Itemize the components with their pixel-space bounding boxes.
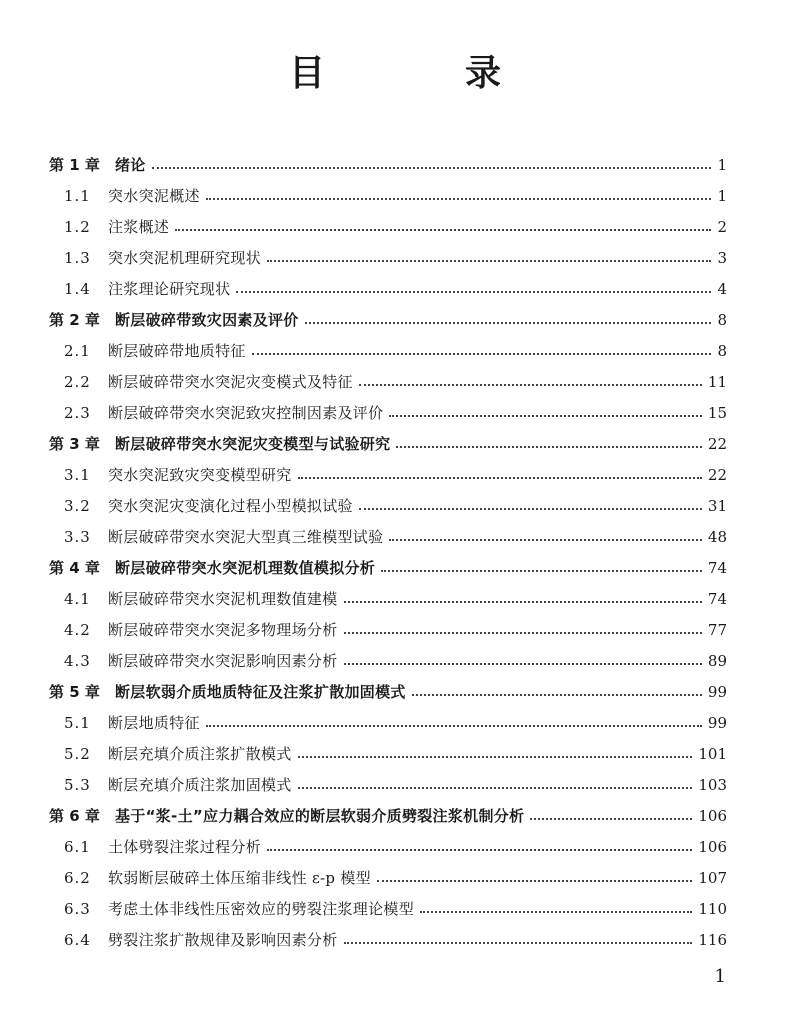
toc-entry-title: 断层地质特征 (108, 714, 200, 732)
toc-entry-page: 99 (707, 713, 727, 732)
toc-entry-title: 断层充填介质注浆扩散模式 (108, 745, 292, 763)
toc-entry-number: 5.1 (64, 713, 91, 732)
toc-entry-title: 断层破碎带突水突泥灾变模型与试验研究 (115, 435, 391, 453)
toc-entry-number: 第 6 章 (49, 807, 100, 825)
toc-entry-number: 1.2 (64, 217, 91, 236)
dot-leader (252, 352, 711, 355)
toc-entry-number: 5.3 (64, 775, 91, 794)
toc-section-entry (64, 242, 727, 273)
toc-entry-title: 劈裂注浆扩散规律及影响因素分析 (108, 931, 338, 949)
toc-entry-number: 第 3 章 (49, 435, 100, 453)
toc-section-entry (64, 769, 727, 800)
toc-entry-page: 48 (707, 527, 727, 546)
toc-entry-page: 1 (717, 186, 727, 205)
toc-section-entry (64, 707, 727, 738)
toc-entry-page: 3 (717, 248, 727, 267)
dot-leader (298, 755, 693, 758)
toc-entry-number: 6.2 (64, 868, 91, 887)
toc-entry-page: 110 (698, 899, 727, 918)
dot-leader (298, 476, 702, 479)
dot-leader (236, 290, 711, 293)
dot-leader (389, 538, 702, 541)
dot-leader (530, 817, 692, 820)
toc-entry-title: 断层充填介质注浆加固模式 (108, 776, 292, 794)
toc-entry-number: 4.2 (64, 620, 91, 639)
toc-entry-title: 断层破碎带突水突泥多物理场分析 (108, 621, 338, 639)
toc-chapter-entry (49, 428, 727, 459)
dot-leader (344, 662, 702, 665)
dot-leader (344, 600, 702, 603)
toc-entry-number: 1.1 (64, 186, 91, 205)
toc-entry-title: 断层破碎带致灾因素及评价 (115, 311, 299, 329)
toc-entry-page: 8 (717, 310, 727, 329)
toc-section-entry (64, 180, 727, 211)
toc-entry-number: 6.4 (64, 930, 91, 949)
toc-entry-title: 考虑土体非线性压密效应的劈裂注浆理论模型 (108, 900, 415, 918)
toc-section-entry (64, 397, 727, 428)
dot-leader (389, 414, 702, 417)
toc-entry-number: 1.4 (64, 279, 91, 298)
toc-entry-page: 22 (707, 465, 727, 484)
toc-entry-title: 断层破碎带突水突泥大型真三维模型试验 (108, 528, 384, 546)
toc-section-entry (64, 645, 727, 676)
toc-entry-number: 3.2 (64, 496, 91, 515)
toc-chapter-entry (49, 552, 727, 583)
toc-chapter-entry (49, 676, 727, 707)
dot-leader (175, 228, 711, 231)
toc-section-entry (64, 211, 727, 242)
toc-entry-page: 107 (698, 868, 727, 887)
toc-entry-number: 第 2 章 (49, 311, 100, 329)
toc-entry-title: 突水突泥致灾突变模型研究 (108, 466, 292, 484)
toc-section-entry (64, 614, 727, 645)
dot-leader (152, 166, 711, 169)
toc-entry-number: 3.3 (64, 527, 91, 546)
toc-entry-number: 4.1 (64, 589, 91, 608)
toc-entry-page: 15 (707, 403, 727, 422)
toc-section-entry (64, 862, 727, 893)
toc-entry-title: 断层破碎带突水突泥致灾控制因素及评价 (108, 404, 384, 422)
toc-section-entry (64, 366, 727, 397)
toc-entry-page: 22 (707, 434, 727, 453)
toc-entry-page: 74 (707, 589, 727, 608)
toc-entry-title: 软弱断层破碎土体压缩非线性 ε-p 模型 (108, 869, 371, 887)
toc-section-entry (64, 893, 727, 924)
toc-entry-page: 31 (707, 496, 727, 515)
dot-leader (298, 786, 693, 789)
dot-leader (305, 321, 711, 324)
dot-leader (377, 879, 692, 882)
toc-entry-page: 2 (717, 217, 727, 236)
dot-leader (206, 724, 702, 727)
toc-chapter-entry (49, 149, 727, 180)
dot-leader (359, 383, 702, 386)
toc-entry-page: 106 (698, 806, 727, 825)
toc-entry-title: 突水突泥灾变演化过程小型模拟试验 (108, 497, 353, 515)
dot-leader (206, 197, 711, 200)
toc-entry-number: 第 5 章 (49, 683, 100, 701)
toc-section-entry (64, 335, 727, 366)
toc-chapter-entry (49, 304, 727, 335)
toc-entry-number: 2.3 (64, 403, 91, 422)
dot-leader (412, 693, 702, 696)
toc-entry-page: 8 (717, 341, 727, 360)
dot-leader (267, 259, 711, 262)
toc-entry-number: 2.2 (64, 372, 91, 391)
toc-entry-page: 11 (707, 372, 727, 391)
toc-entry-page: 101 (698, 744, 727, 763)
dot-leader (344, 941, 693, 944)
toc-entry-title: 断层破碎带突水突泥机理数值建模 (108, 590, 338, 608)
dot-leader (344, 631, 702, 634)
toc-section-entry (64, 490, 727, 521)
toc-entry-page: 99 (707, 682, 727, 701)
toc-section-entry (64, 831, 727, 862)
toc-entry-title: 断层破碎带突水突泥灾变模式及特征 (108, 373, 353, 391)
toc-entry-page: 116 (698, 930, 727, 949)
toc-entry-number: 3.1 (64, 465, 91, 484)
toc-section-entry (64, 459, 727, 490)
toc-section-entry (64, 924, 727, 955)
toc-entry-title: 断层破碎带地质特征 (108, 342, 246, 360)
toc-entry-title: 注浆理论研究现状 (108, 280, 231, 298)
dot-leader (420, 910, 692, 913)
toc-entry-title: 土体劈裂注浆过程分析 (108, 838, 262, 856)
toc-entry-number: 5.2 (64, 744, 91, 763)
toc-entry-title: 注浆概述 (108, 218, 170, 236)
toc-entry-page: 1 (717, 155, 727, 174)
toc-entry-page: 77 (707, 620, 727, 639)
toc-section-entry (64, 273, 727, 304)
toc-chapter-entry (49, 800, 727, 831)
toc-entry-title: 断层破碎带突水突泥机理数值模拟分析 (115, 559, 376, 577)
dot-leader (396, 445, 702, 448)
page-number: 1 (714, 966, 726, 987)
toc-entry-page: 89 (707, 651, 727, 670)
toc-entry-number: 1.3 (64, 248, 91, 267)
toc-entry-page: 106 (698, 837, 727, 856)
toc-entry-page: 103 (698, 775, 727, 794)
toc-entry-number: 6.1 (64, 837, 91, 856)
toc-section-entry (64, 583, 727, 614)
toc-entry-number: 2.1 (64, 341, 91, 360)
page-title: 目 录 (288, 53, 553, 94)
toc-entry-page: 4 (717, 279, 727, 298)
dot-leader (381, 569, 702, 572)
toc-entry-number: 第 1 章 (49, 156, 100, 174)
toc-entry-number: 第 4 章 (49, 559, 100, 577)
toc-entry-title: 断层软弱介质地质特征及注浆扩散加固模式 (115, 683, 406, 701)
dot-leader (267, 848, 692, 851)
toc-entry-title: 突水突泥概述 (108, 187, 200, 205)
toc-entry-title: 基于“浆-土”应力耦合效应的断层软弱介质劈裂注浆机制分析 (115, 807, 525, 825)
dot-leader (359, 507, 702, 510)
toc-entry-number: 4.3 (64, 651, 91, 670)
toc-entry-title: 断层破碎带突水突泥影响因素分析 (108, 652, 338, 670)
toc-entry-title: 绪论 (115, 156, 146, 174)
toc-section-entry (64, 521, 727, 552)
toc-section-entry (64, 738, 727, 769)
toc-entry-title: 突水突泥机理研究现状 (108, 249, 262, 267)
toc-entry-page: 74 (707, 558, 727, 577)
toc-entry-number: 6.3 (64, 899, 91, 918)
